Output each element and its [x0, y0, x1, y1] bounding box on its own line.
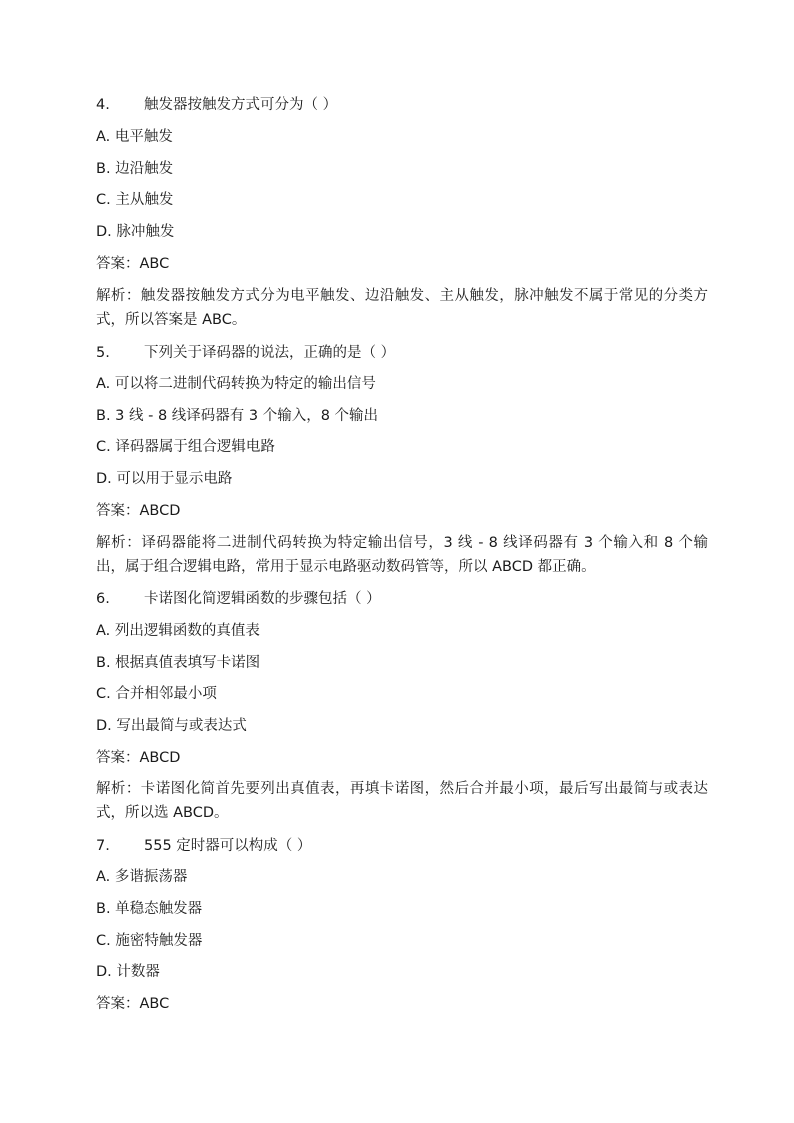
option-b: B. 单稳态触发器 [96, 901, 203, 917]
analysis: 解析：译码器能将二进制代码转换为特定输出信号，3 线 - 8 线译码器有 3 个输入和 8 个输出，属于组合逻辑电路，常用于显示电路驱动数码管等，所以 ABCD 都正确。 [96, 535, 708, 575]
question-number: 7. [96, 838, 110, 854]
question-number: 6. [96, 591, 110, 607]
option-b: B. 3 线 - 8 线译码器有 3 个输入，8 个输出 [96, 408, 379, 424]
option-d: D. 写出最简与或表达式 [96, 718, 247, 734]
question-4-stem [96, 95, 706, 115]
question-text: 下列关于译码器的说法，正确的是（ ） [144, 345, 396, 361]
answer: 答案：ABCD [96, 503, 181, 519]
option-a: A. 列出逻辑函数的真值表 [96, 623, 260, 639]
answer: 答案：ABC [96, 256, 170, 272]
option-a: A. 多谐振荡器 [96, 869, 188, 885]
option-c: C. 主从触发 [96, 192, 174, 208]
analysis: 解析：触发器按触发方式分为电平触发、边沿触发、主从触发，脉冲触发不属于常见的分类方式，所以答案是 ABC。 [96, 288, 708, 328]
question-7-stem [96, 836, 706, 856]
option-d: D. 计数器 [96, 964, 160, 980]
option-c: C. 译码器属于组合逻辑电路 [96, 439, 275, 455]
question-6-stem [96, 589, 706, 609]
option-a: A. 电平触发 [96, 129, 173, 145]
question-text: 卡诺图化简逻辑函数的步骤包括（ ） [144, 591, 381, 607]
analysis: 解析：卡诺图化简首先要列出真值表，再填卡诺图，然后合并最小项，最后写出最简与或表达式，所以选 ABCD。 [96, 781, 708, 821]
question-text: 触发器按触发方式可分为（ ） [144, 97, 338, 113]
option-c: C. 合并相邻最小项 [96, 686, 217, 702]
answer: 答案：ABCD [96, 750, 181, 766]
answer: 答案：ABC [96, 996, 170, 1012]
question-number: 4. [96, 97, 110, 113]
option-c: C. 施密特触发器 [96, 933, 203, 949]
option-b: B. 根据真值表填写卡诺图 [96, 655, 261, 671]
option-d: D. 可以用于显示电路 [96, 471, 233, 487]
question-number: 5. [96, 345, 110, 361]
question-text: 555 定时器可以构成（ ） [144, 838, 312, 854]
option-d: D. 脉冲触发 [96, 224, 175, 240]
option-a: A. 可以将二进制代码转换为特定的输出信号 [96, 376, 376, 392]
option-b: B. 边沿触发 [96, 161, 174, 177]
question-5-stem [96, 343, 706, 363]
